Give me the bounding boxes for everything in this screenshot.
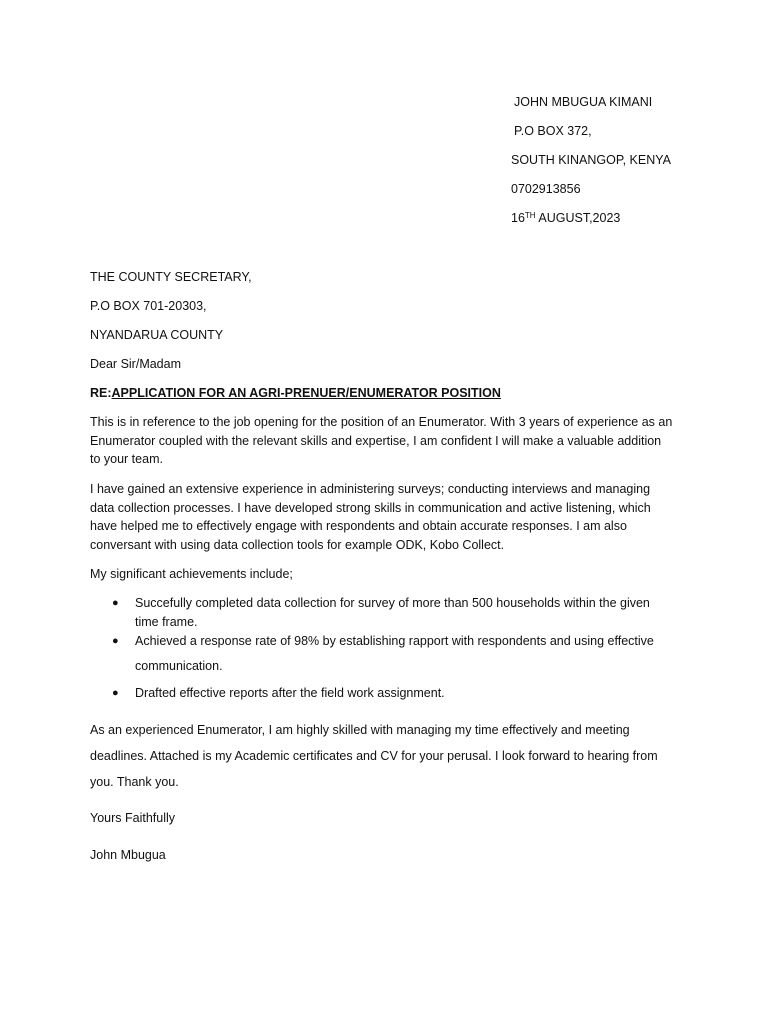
bullet-icon: ● <box>112 687 119 699</box>
bullet-icon: ● <box>112 635 119 647</box>
achievement-text: Succefully completed data collection for survey of more than 500 households within the given time frame. <box>135 596 650 629</box>
date-rest: AUGUST,2023 <box>535 211 621 225</box>
recipient-title: THE COUNTY SECRETARY, <box>90 270 252 284</box>
sender-po-box: P.O BOX 372, <box>514 124 592 138</box>
bullet-icon: ● <box>112 597 119 609</box>
paragraph-experience: I have gained an extensive experience in administering surveys; conducting interviews and managing data collection processes. I have developed strong skills in communication and active listening, which have helped me to effectively engage with respondents and obtain accurate responses. I am also conversant with using data collection tools for example ODK, Kobo Collect. <box>90 482 651 552</box>
subject-line <box>90 385 501 401</box>
paragraph-closing: As an experienced Enumerator, I am highly skilled with managing my time effectively and meeting deadlines. Attached is my Academic certificates and CV for your perusal. I look forward to hearing from you. Thank you. <box>90 723 658 789</box>
paragraph-intro: This is in reference to the job opening for the position of an Enumerator. With 3 years of experience as an Enumerator coupled with the relevant skills and expertise, I am confident I will make a valuable addition to your team. <box>90 415 673 466</box>
signature-name: John Mbugua <box>90 848 166 862</box>
achievement-text: Achieved a response rate of 98% by establishing rapport with respondents and using effective communication. <box>135 634 654 673</box>
sender-name: JOHN MBUGUA KIMANI <box>514 95 653 109</box>
recipient-po-box: P.O BOX 701-20303, <box>90 299 207 313</box>
salutation: Dear Sir/Madam <box>90 357 181 371</box>
subject-title: APPLICATION FOR AN AGRI-PRENUER/ENUMERATOR POSITION <box>111 386 501 400</box>
recipient-county: NYANDARUA COUNTY <box>90 328 224 342</box>
sign-off: Yours Faithfully <box>90 811 175 825</box>
letter-date <box>511 210 620 226</box>
sender-phone: 0702913856 <box>511 182 581 196</box>
date-suffix: TH <box>524 211 536 220</box>
date-day: 16 <box>511 211 525 225</box>
achievement-text: Drafted effective reports after the field work assignment. <box>135 686 445 700</box>
paragraph-achievements-intro: My significant achievements include; <box>90 567 293 581</box>
sender-location: SOUTH KINANGOP, KENYA <box>511 153 671 167</box>
subject-prefix: RE: <box>90 386 112 400</box>
